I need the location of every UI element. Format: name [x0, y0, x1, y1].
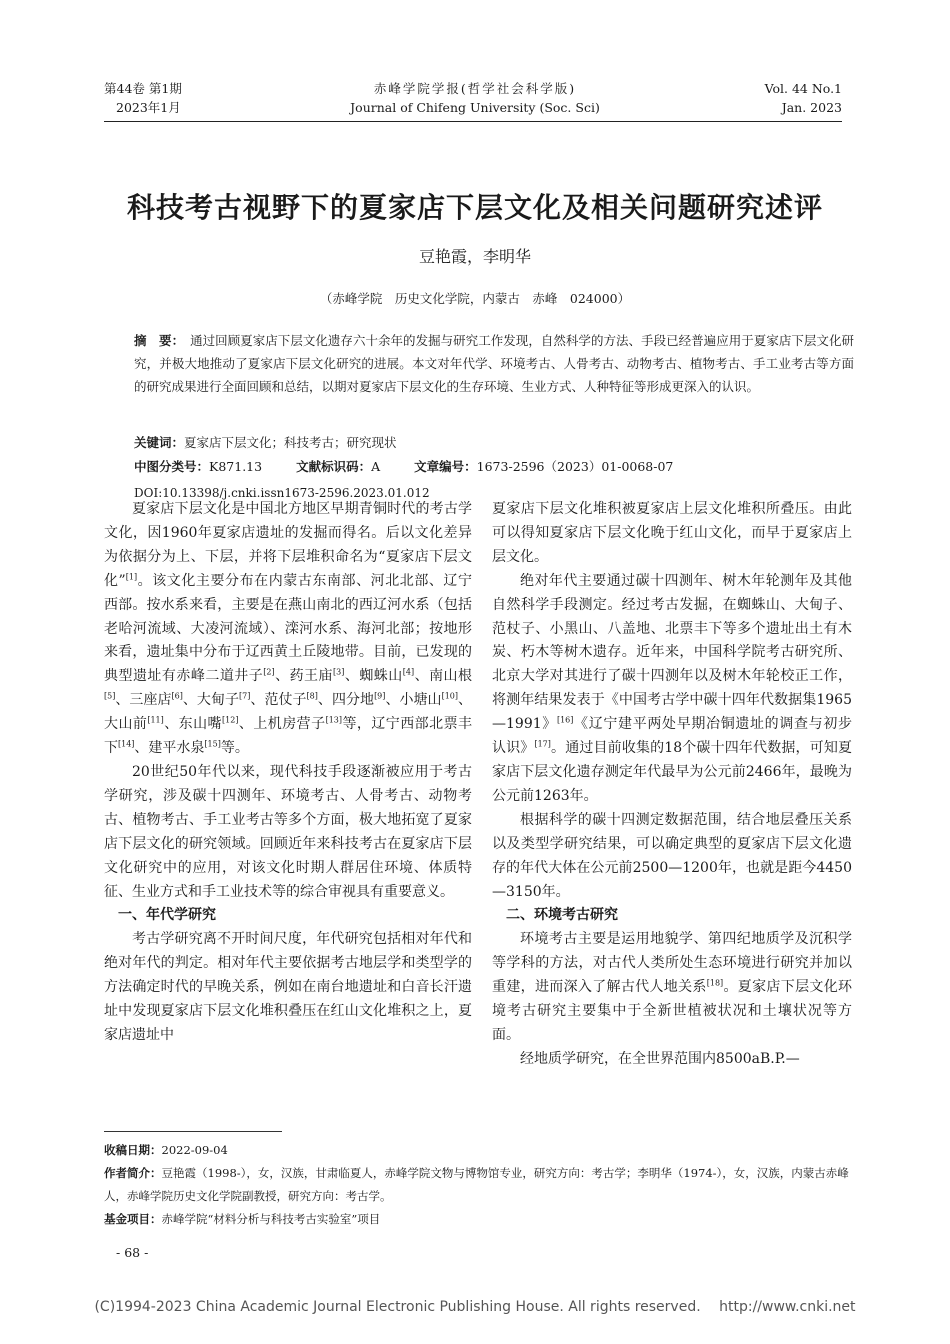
citation: [13] — [325, 715, 342, 725]
paragraph — [492, 928, 852, 1048]
copyright-footer: (C)1994-2023 China Academic Journal Electronic Publishing House. All rights reserved. http://www.cnki.net — [94, 1299, 856, 1315]
doi: DOI:10.13398/j.cnki.issn1673-2596.2023.01.012 — [134, 486, 430, 500]
citation: [9] — [374, 691, 386, 701]
article-authors: 豆艳霞，李明华 — [418, 247, 531, 266]
doc-code-label: 文献标识码： — [296, 459, 372, 474]
keywords — [134, 432, 854, 454]
paragraph: 夏家店下层文化堆积被夏家店上层文化堆积所叠压。由此可以得知夏家店下层文化晚于红山文化，而早于夏家店上层文化。 — [492, 501, 852, 565]
article-affiliation: （赤峰学院 历史文化学院，内蒙古 赤峰 024000） — [319, 291, 631, 306]
text-run: 、小塘山 — [385, 692, 442, 709]
section-heading: 一、年代学研究 — [118, 907, 216, 924]
text-run: 、南山根 — [414, 668, 473, 685]
paragraph: 20世纪50年代以来，现代科技手段逐渐被应用于考古学研究，涉及碳十四测年、环境考古、人骨考古、动物考古、植物考古、手工业考古等多个方面，极大地拓宽了夏家店下层文化的研究领域。回顾近年来科技考古在夏家店下层文化研究中的应用，对该文化时期人群居住环境、体质特征、生业方式和手工业技术等的综合审视具有重要意义。 — [104, 763, 472, 900]
footnote-bio — [104, 1162, 854, 1208]
fund-label: 基金项目： — [104, 1212, 162, 1226]
footnote-fund — [104, 1208, 854, 1231]
text-run: 、三座店 — [115, 692, 172, 709]
text-run: 、大山前 — [104, 692, 473, 733]
article-number-label: 文章编号： — [414, 459, 477, 474]
received-date: 2022-09-04 — [161, 1143, 228, 1157]
clc-group — [134, 456, 262, 478]
header-vol-cn: 第44卷 第1期 — [104, 81, 182, 96]
section-heading: 二、环境考古研究 — [506, 907, 618, 924]
doc-code-group — [296, 456, 380, 478]
citation: [3] — [333, 667, 345, 677]
citation: [8] — [306, 691, 318, 701]
citation: [16] — [556, 715, 574, 725]
text-run: 、建平水泉 — [134, 740, 205, 757]
keywords-text: 夏家店下层文化；科技考古；研究现状 — [184, 435, 397, 450]
header-date-en: Jan. 2023 — [781, 100, 842, 115]
header-volume-en — [765, 79, 842, 117]
citation: [11] — [147, 715, 164, 725]
paragraph: 经地质学研究，在全世界范围内8500aB.P.— — [520, 1050, 800, 1067]
citation: [14] — [118, 739, 135, 749]
text-run: 、范仗子 — [250, 692, 307, 709]
keywords-label: 关键词： — [134, 435, 185, 450]
citation: [10] — [441, 691, 458, 701]
header-divider — [104, 121, 842, 122]
header-vol-en: Vol. 44 No.1 — [764, 81, 842, 96]
doc-code-value: A — [371, 459, 381, 474]
body-right-column — [492, 498, 852, 1072]
citation: [17] — [534, 739, 551, 749]
text-run: 。通过目前收集的18个碳十四年代数据，可知夏家店下层文化遗存测定年代最早为公元前2466年，最晚为公元前1263年。 — [492, 740, 852, 804]
citation: [1] — [125, 572, 138, 582]
header-date-cn: 2023年1月 — [116, 100, 181, 115]
header-journal — [250, 79, 700, 117]
text-run: 、上机房营子 — [238, 716, 326, 733]
paragraph — [492, 570, 852, 809]
text-run: 、四分地 — [317, 692, 375, 709]
body-left-column — [104, 498, 472, 1048]
article-number-value: 1673-2596（2023）01-0068-07 — [476, 459, 674, 474]
bio-label: 作者简介： — [104, 1166, 162, 1180]
footnote-divider — [104, 1131, 282, 1132]
citation: [6] — [171, 691, 183, 701]
text-run: 、大甸子 — [182, 692, 240, 709]
citation: [12] — [222, 715, 239, 725]
footnotes — [104, 1139, 854, 1231]
abstract-text: 通过回顾夏家店下层文化遗存六十余年的发掘与研究工作发现，自然科学的方法、手段已经普遍应用于夏家店下层文化研究，并极大地推动了夏家店下层文化研究的进展。本文对年代学、环境考古、人骨考古、动物考古、植物考古、手工业考古等方面的研究成果进行全面回顾和总结，以期对夏家店下层文化的生存环境、生业方式、人种特征等形成更深入的认识。 — [134, 333, 854, 394]
page-number: - 68 - — [116, 1245, 149, 1260]
clc-value: K871.13 — [209, 459, 263, 474]
bio-text: 豆艳霞（1998-），女，汉族，甘肃临夏人，赤峰学院文物与博物馆专业，研究方向：考古学；李明华（1974-），女，汉族，内蒙古赤峰人，赤峰学院历史文化学院副教授，研究方向：考古学。 — [104, 1166, 849, 1203]
paragraph — [104, 498, 472, 761]
text-run: 等。 — [220, 740, 249, 757]
fund-text: 赤峰学院“材料分析与科技考古实验室”项目 — [161, 1212, 381, 1226]
citation: [5] — [104, 691, 116, 701]
article-title: 科技考古视野下的夏家店下层文化及相关问题研究述评 — [126, 191, 823, 224]
citation: [2] — [263, 667, 275, 677]
header-volume-cn — [104, 79, 182, 117]
text-run: 《辽宁建平两处早期冶铜遗址的调查与初步认识》 — [492, 716, 852, 757]
text-run: 。该文化主要分布在内蒙古东南部、河北北部、辽宁西部。按水系来看，主要是在燕山南北的西辽河水系（包括老哈河流域、大凌河流域）、滦河水系、海河北部；按地形来看，遗址集中分布于辽西黄土丘陵地带。目前，已发现的典型遗址有赤峰二道井子 — [104, 572, 472, 685]
text-run: 。夏家店下层文化环境考古研究主要集中于全新世植被状况和土壤状况等方面。 — [492, 979, 853, 1043]
text-run: 、蜘蛛山 — [344, 668, 403, 685]
citation: [18] — [706, 978, 724, 988]
text-run: 夏家店下层文化是中国北方地区早期青铜时代的考古学文化，因1960年夏家店遗址的发掘而得名。后以文化差异为依据分为上、下层，并将下层堆积命名为“夏家店下层文化” — [104, 501, 472, 589]
abstract — [134, 329, 854, 398]
citation: [4] — [402, 667, 415, 677]
received-label: 收稿日期： — [104, 1143, 162, 1157]
header-journal-en: Journal of Chifeng University (Soc. Sci) — [350, 100, 600, 115]
article-number-group — [414, 459, 673, 474]
abstract-label: 摘 要： — [134, 333, 185, 348]
text-run: 、药王庙 — [274, 668, 334, 685]
text-run: 、东山嘴 — [163, 716, 223, 733]
citation: [15] — [204, 739, 221, 749]
header-journal-cn: 赤峰学院学报(哲学社会科学版) — [373, 81, 577, 96]
footnote-received — [104, 1139, 854, 1162]
text-run: 等，辽宁西部北票丰下 — [104, 716, 473, 757]
paragraph: 考古学研究离不开时间尺度，年代研究包括相对年代和绝对年代的判定。相对年代主要依据考古地层学和类型学的方法确定时代的早晚关系，例如在南台地遗址和白音长汗遗址中发现夏家店下层文化堆积叠压在红山文化堆积之上，夏家店遗址中 — [104, 931, 472, 1043]
classification-line — [134, 456, 854, 478]
text-run: 绝对年代主要通过碳十四测年、树木年轮测年及其他自然科学手段测定。经过考古发掘，在蜘蛛山、大甸子、范杖子、小黑山、八盖地、北票丰下等多个遗址出土有木炭、朽木等树木遗存。近年来，中国科学院考古研究所、北京大学对其进行了碳十四测年以及树木年轮校正工作，将测年结果发表于《中国考古学中碳十四年代数据集1965—1991》 — [492, 572, 852, 733]
citation: [7] — [239, 691, 251, 701]
clc-label: 中图分类号： — [134, 459, 210, 474]
paragraph: 根据科学的碳十四测定数据范围，结合地层叠压关系以及类型学研究结果，可以确定典型的夏家店下层文化遗存的年代大体在公元前2500—1200年，也就是距今4450—3150年。 — [492, 811, 852, 900]
text-run: 环境考古主要是运用地貌学、第四纪地质学及沉积学等学科的方法，对古代人类所处生态环境进行研究并加以重建，进而深入了解古代人地关系 — [492, 931, 852, 996]
